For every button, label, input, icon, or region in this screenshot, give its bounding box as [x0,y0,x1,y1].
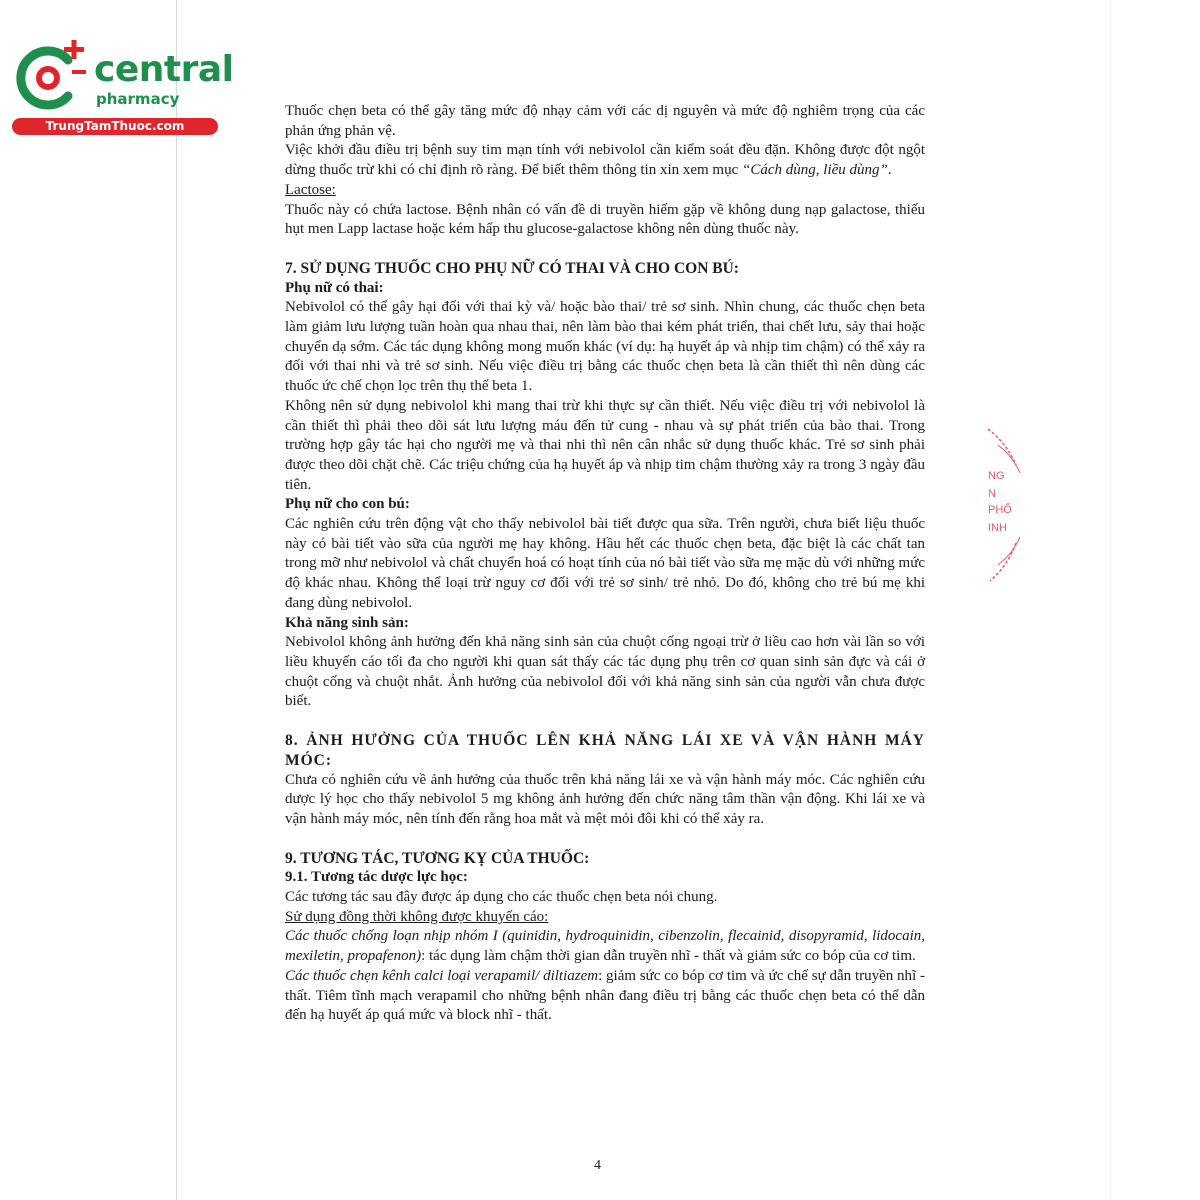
fertility-heading: Khả năng sinh sản: [285,614,409,631]
antiarrhythmic-effect: : tác dụng làm chậm thời gian dẫn truyền nhĩ - thất và giảm sức co bóp của cơ tim. [421,948,916,965]
central-pharmacy-logo[interactable] [10,40,234,135]
pregnant-paragraph-2: Không nên sử dụng nebivolol khi mang thai trừ khi thực sự cần thiết. Nếu việc điều trị với nebivolol là cần thiết thì phải theo dõi sát lưu lượng máu đến tử cung - nhau và sự phát triển của bào thai. Trong trường hợp gây tác hại cho người mẹ và thai nhi thì nên cân nhắc sử dụng thuốc khác. Trẻ sơ sinh phải được theo dõi chặt chẽ. Các triệu chứng của hạ huyết áp và nhịp tim chậm thường xảy ra trong 3 ngày đầu tiên. [285,397,925,493]
intro-paragraph-2 [285,141,925,180]
intro-paragraph-1: Thuốc chẹn beta có thể gây tăng mức độ nhạy cảm với các dị nguyên và mức độ nghiêm trọng của các phản ứng phản vệ. [285,103,925,139]
stamp-text-2: N [988,488,996,500]
intro-p2-reference: “Cách dùng, liều dùng” [742,162,888,179]
section-7-title: 7. SỬ DỤNG THUỐC CHO PHỤ NỮ CÓ THAI VÀ CHO CON BÚ: [285,259,739,277]
scan-edge-right [1110,0,1111,1200]
page-number: 4 [594,1158,601,1173]
nursing-paragraph: Các nghiên cứu trên động vật cho thấy nebivolol bài tiết được qua sữa. Trên người, chưa biết liệu thuốc này có bài tiết vào sữa của người mẹ hay không. Hầu hết các thuốc chẹn beta, đặc biệt là các chất tan trong mỡ như nebivolol và chất chuyển hoá có hoạt tính của nó bài tiết vào sữa mẹ mặc dù với những mức độ khác nhau. Không thể loại trừ nguy cơ đối với trẻ sơ sinh/ trẻ nhỏ. Do đó, không cho trẻ bú mẹ khi đang dùng nebivolol. [285,516,925,611]
logo-brand: central [94,49,234,90]
scan-edge-left [176,0,177,1200]
section-8-paragraph: Chưa có nghiên cứu về ảnh hưởng của thuốc trên khả năng lái xe và vận hành máy móc. Các nghiên cứu dược lý học cho thấy nebivolol 5 mg không ảnh hưởng đến chức năng tâm thần vận động. Khi lái xe và vận hành máy móc, nên tính đến rằng hoa mắt và mệt mỏi đôi khi có thể xảy ra. [285,771,925,827]
antiarrhythmic-drugs: Các thuốc chống loạn nhịp nhóm I (quinidin, hydroquinidin, cibenzolin, flecainid, disopyramid, lidocain, mexiletin, propafenon) [285,928,925,965]
calcium-blocker-effect: : giảm sức co bóp cơ tim và ức chế sự dẫn truyền nhĩ - thất. Tiêm tĩnh mạch verapamil cho những bệnh nhân đang điều trị bằng các thuốc chẹn beta có thể dẫn đến hạ huyết áp quá mức và block nhĩ - thất. [285,967,925,1024]
section-8-title: 8. ẢNH HƯỞNG CỦA THUỐC LÊN KHẢ NĂNG LÁI XE VÀ VẬN HÀNH MÁY MÓC: [285,732,925,769]
calcium-blocker-paragraph [285,967,925,1026]
antiarrhythmic-paragraph [285,927,925,966]
pregnant-heading: Phụ nữ có thai: [285,279,384,296]
intro-p2-text: Việc khởi đầu điều trị bệnh suy tim mạn tính với nebivolol cần kiểm soát đều đặn. Không được đột ngột dừng thuốc trừ khi có chỉ định rõ ràng. Để biết thêm thông tin xin xem mục [285,142,925,179]
nursing-heading: Phụ nữ cho con bú: [285,496,410,513]
lactose-heading: Lactose: [285,181,336,198]
lactose-paragraph: Thuốc này có chứa lactose. Bệnh nhân có vấn đề di truyền hiếm gặp về không dung nạp galactose, thiếu hụt men Lapp lactase hoặc kém hấp thu glucose-galactose không nên dùng thuốc này. [285,201,925,238]
logo-subtitle: pharmacy [96,90,180,108]
intro-p2-end: . [887,162,892,179]
section-9-title: 9. TƯƠNG TÁC, TƯƠNG KỴ CỦA THUỐC: [285,849,590,867]
stamp-text-1: NG [988,470,1005,482]
pharmacy-cross-logo-icon [10,40,94,116]
stamp-text-3: PHỐ [988,504,1012,516]
logo-url-badge[interactable]: TrungTamThuoc.com [12,118,218,135]
fertility-paragraph: Nebivolol không ảnh hưởng đến khả năng sinh sản của chuột cống ngoại trừ ở liều cao hơn vài lần so với liều khuyến cáo tối đa cho người khi quan sát thấy các tác dụng phụ trên cơ quan sinh sản đực và cái ở chuột cống và chuột nhắt. Ảnh hưởng của nebivolol đối với khả năng sinh sản của người vẫn chưa được biết. [285,634,925,710]
section-9-1-heading: 9.1. Tương tác dược lực học: [285,869,468,886]
section-9-1-intro: Các tương tác sau đây được áp dụng cho các thuốc chẹn beta nói chung. [285,889,718,906]
pregnant-paragraph-1: Nebivolol có thể gây hại đối với thai kỳ và/ hoặc bào thai/ trẻ sơ sinh. Nhìn chung, các thuốc chẹn beta làm giảm lưu lượng tuần hoàn qua nhau thai, nên làm bào thai kém phát triển, thai chết lưu, sảy thai hoặc chuyển dạ sớm. Các tác dụng không mong muốn khác (ví dụ: hạ huyết áp và nhịp tim chậm) có thể xảy ra đối với thai nhi và trẻ sơ sinh. Nếu việc điều trị bằng các thuốc chẹn beta là cần thiết thì nên dùng các thuốc ức chế chọn lọc trên thụ thể beta 1. [285,299,925,395]
stamp-text-4: INH [988,522,1007,534]
not-recommended-heading: Sử dụng đồng thời không được khuyến cáo: [285,908,549,925]
document-page [285,102,925,1026]
calcium-blocker-drugs: Các thuốc chẹn kênh calci loại verapamil/ diltiazem [285,967,599,984]
